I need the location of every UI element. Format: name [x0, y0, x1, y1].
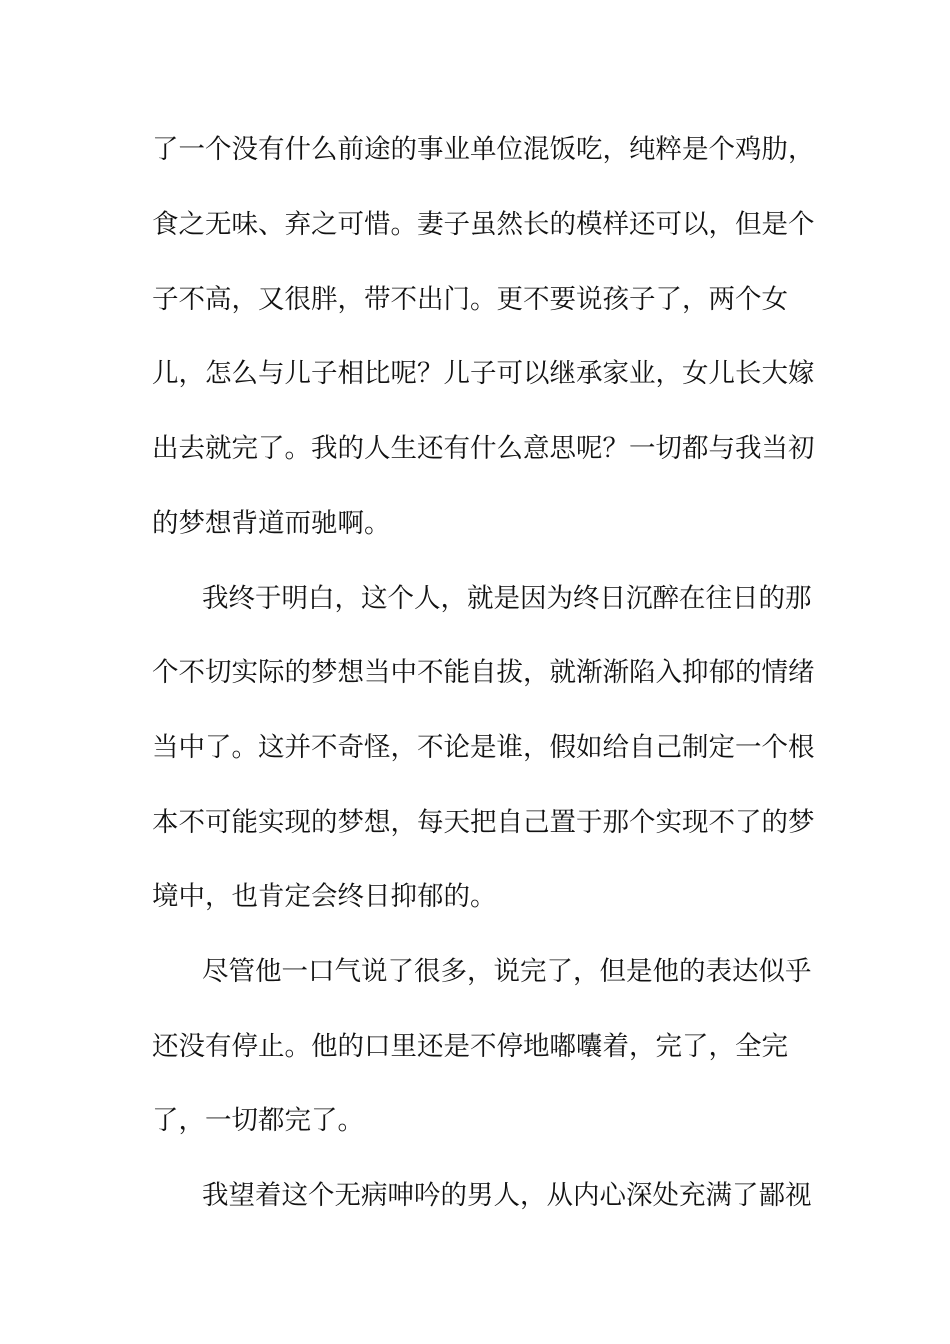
- text-line: 儿，怎么与儿子相比呢？儿子可以继承家业，女儿长大嫁: [152, 358, 815, 389]
- text-line: 食之无味、弃之可惜。妻子虽然长的模样还可以，但是个: [152, 209, 815, 240]
- text-line: 当中了。这并不奇怪，不论是谁，假如给自己制定一个根: [152, 732, 815, 763]
- text-line: 子不高，又很胖，带不出门。更不要说孩子了，两个女: [152, 284, 788, 315]
- paragraph-first-line: 尽管他一口气说了很多，说完了，但是他的表达似乎: [202, 956, 812, 987]
- text-line: 境中，也肯定会终日抑郁的。: [152, 881, 497, 912]
- paragraph-first-line: 我望着这个无病呻吟的男人，从内心深处充满了鄙视: [202, 1180, 812, 1211]
- text-line: 出去就完了。我的人生还有什么意思呢？一切都与我当初: [152, 433, 815, 464]
- text-line: 的梦想背道而驰啊。: [152, 508, 391, 539]
- text-line: 了一个没有什么前途的事业单位混饭吃，纯粹是个鸡肋，: [152, 134, 815, 165]
- text-line: 本不可能实现的梦想，每天把自己置于那个实现不了的梦: [152, 807, 815, 838]
- text-line: 还没有停止。他的口里还是不停地嘟囔着，完了，全完: [152, 1031, 788, 1062]
- text-line: 了，一切都完了。: [152, 1105, 364, 1136]
- paragraph-first-line: 我终于明白，这个人，就是因为终日沉醉在往日的那: [202, 583, 812, 614]
- text-line: 个不切实际的梦想当中不能自拔，就渐渐陷入抑郁的情绪: [152, 657, 815, 688]
